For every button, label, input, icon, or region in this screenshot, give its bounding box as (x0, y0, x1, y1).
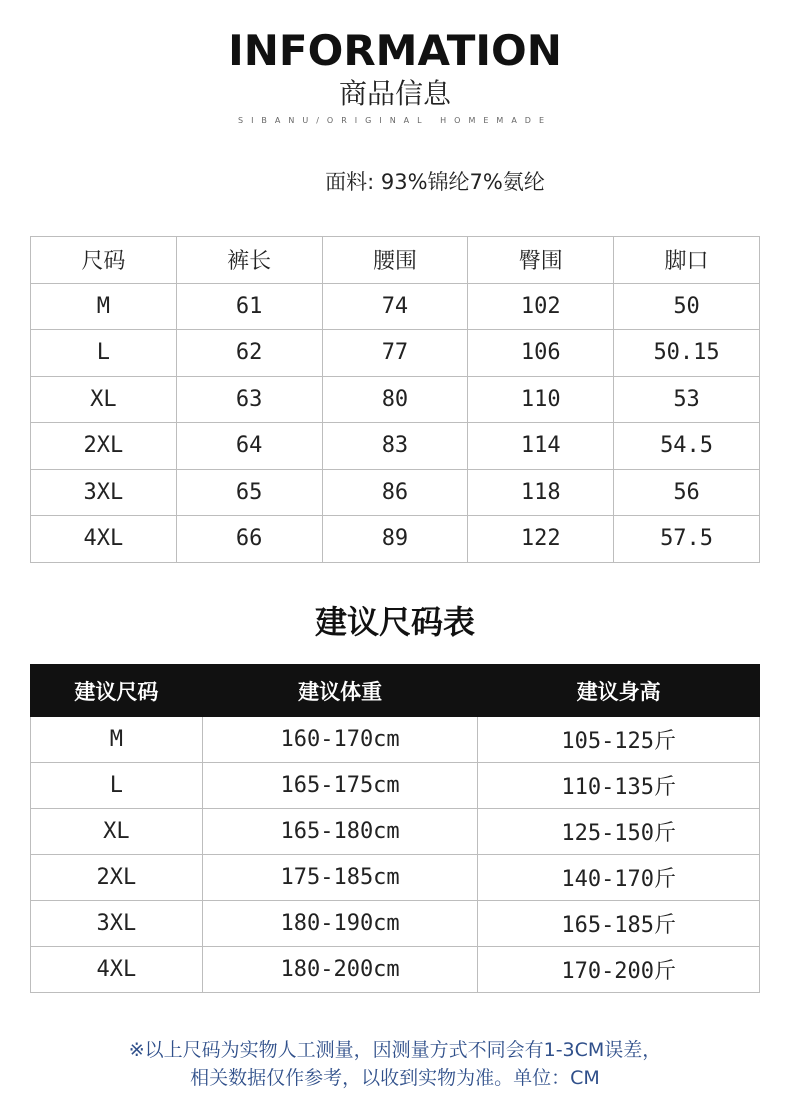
cell-waist: 77 (322, 330, 468, 377)
header-size: 尺码 (31, 237, 177, 284)
measurement-table (30, 236, 760, 563)
cell-waist: 89 (322, 516, 468, 563)
cell-size: XL (31, 809, 203, 855)
table-row (31, 855, 760, 901)
cell-hip: 110 (468, 376, 614, 423)
cell-weight: 180-190cm (202, 901, 478, 947)
suggested-size-table (30, 664, 760, 993)
table-row (31, 330, 760, 377)
header-length: 裤长 (176, 237, 322, 284)
cell-length: 65 (176, 469, 322, 516)
cell-size: L (31, 330, 177, 377)
fabric-info: 面料: 93%锦纶7%氨纶 (325, 170, 545, 194)
cell-size: M (31, 717, 203, 763)
cell-length: 61 (176, 283, 322, 330)
cell-waist: 80 (322, 376, 468, 423)
cell-height: 105-125斤 (478, 717, 760, 763)
cell-size: 4XL (31, 947, 203, 993)
header-hem: 脚口 (614, 237, 760, 284)
table-row (31, 901, 760, 947)
cell-size: 3XL (31, 901, 203, 947)
table-row (31, 423, 760, 470)
measurement-note (0, 1036, 790, 1092)
cell-waist: 74 (322, 283, 468, 330)
cell-hip: 122 (468, 516, 614, 563)
cell-height: 170-200斤 (478, 947, 760, 993)
table-row (31, 947, 760, 993)
cell-hip: 102 (468, 283, 614, 330)
header-waist: 腰围 (322, 237, 468, 284)
note-line-2: 相关数据仅作参考，以收到实物为准。单位：CM (190, 1067, 600, 1089)
cell-size: XL (31, 376, 177, 423)
cell-size: 2XL (31, 855, 203, 901)
cell-size: 4XL (31, 516, 177, 563)
cell-height: 125-150斤 (478, 809, 760, 855)
header-suggested-height: 建议身高 (478, 665, 760, 717)
table-row (31, 516, 760, 563)
cell-hip: 114 (468, 423, 614, 470)
cell-length: 64 (176, 423, 322, 470)
cell-hip: 106 (468, 330, 614, 377)
cell-length: 63 (176, 376, 322, 423)
table-row (31, 717, 760, 763)
cell-waist: 86 (322, 469, 468, 516)
table-row (31, 809, 760, 855)
cell-hem: 50 (614, 283, 760, 330)
header-suggested-size: 建议尺码 (31, 665, 203, 717)
table-row (31, 763, 760, 809)
header-suggested-weight: 建议体重 (202, 665, 478, 717)
note-line-1: ※以上尺码为实物人工测量，因测量方式不同会有1-3CM误差， (128, 1039, 662, 1061)
cell-hem: 53 (614, 376, 760, 423)
cell-size: 2XL (31, 423, 177, 470)
cell-hem: 54.5 (614, 423, 760, 470)
table-row (31, 283, 760, 330)
page-title: INFORMATION (228, 26, 562, 75)
cell-weight: 160-170cm (202, 717, 478, 763)
page-subtitle: 商品信息 (338, 77, 451, 110)
cell-length: 62 (176, 330, 322, 377)
cell-hem: 57.5 (614, 516, 760, 563)
suggested-header-row (31, 665, 760, 717)
cell-height: 110-135斤 (478, 763, 760, 809)
cell-waist: 83 (322, 423, 468, 470)
cell-size: M (31, 283, 177, 330)
cell-weight: 165-180cm (202, 809, 478, 855)
cell-size: L (31, 763, 203, 809)
cell-height: 165-185斤 (478, 901, 760, 947)
cell-hip: 118 (468, 469, 614, 516)
measurement-header-row (31, 237, 760, 284)
cell-weight: 180-200cm (202, 947, 478, 993)
cell-hem: 56 (614, 469, 760, 516)
brand-tagline: SIBANU/ORIGINAL HOMEMADE (237, 116, 553, 125)
table-row (31, 376, 760, 423)
cell-weight: 165-175cm (202, 763, 478, 809)
cell-hem: 50.15 (614, 330, 760, 377)
suggested-size-title: 建议尺码表 (314, 603, 475, 641)
cell-weight: 175-185cm (202, 855, 478, 901)
cell-length: 66 (176, 516, 322, 563)
header-hip: 臀围 (468, 237, 614, 284)
cell-size: 3XL (31, 469, 177, 516)
cell-height: 140-170斤 (478, 855, 760, 901)
table-row (31, 469, 760, 516)
